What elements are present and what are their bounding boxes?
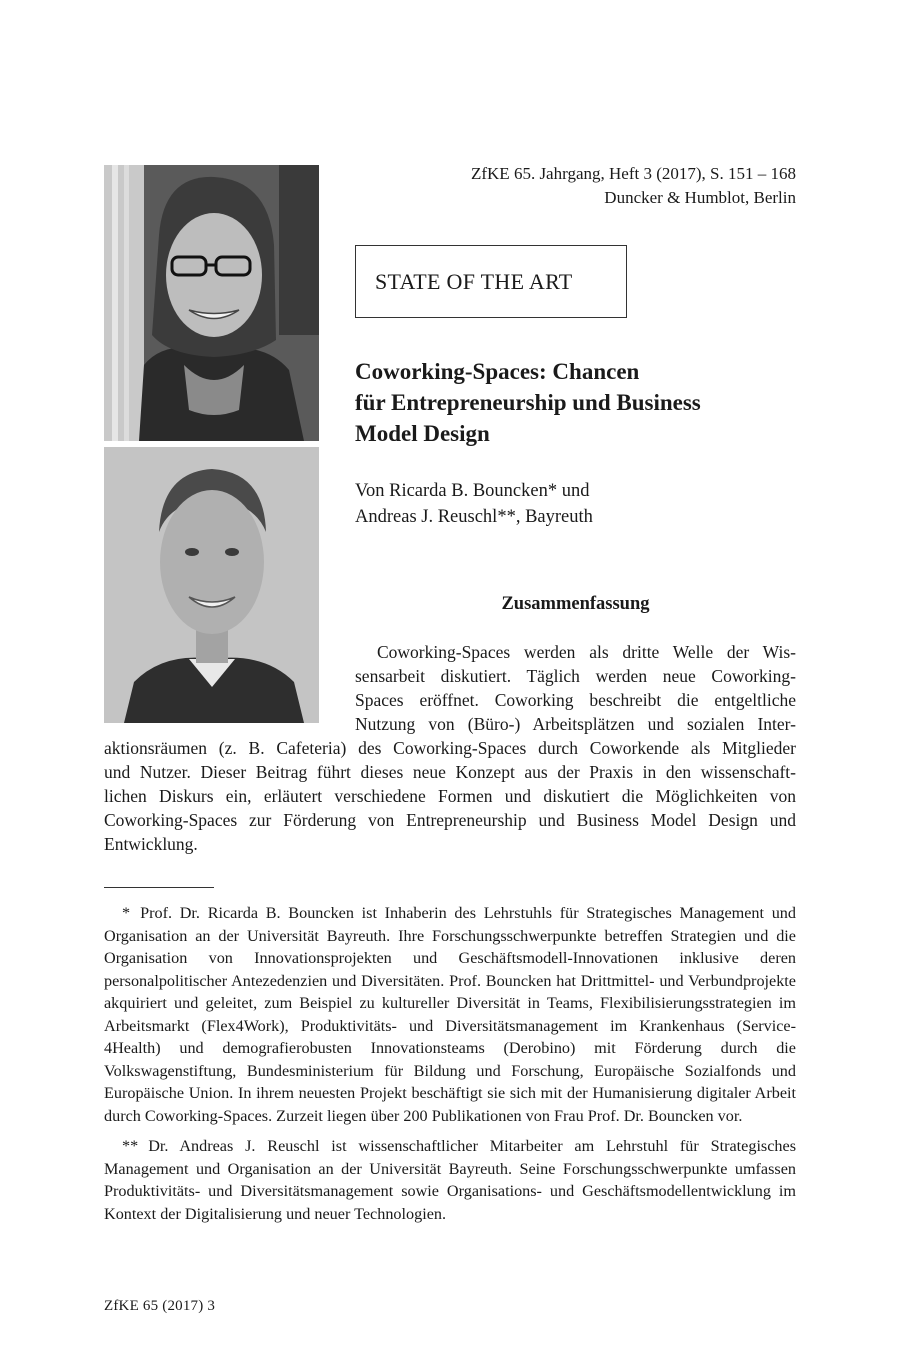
abstract-body	[104, 640, 796, 856]
abstract-line: Spaces eröffnet. Coworking beschreibt die entgeltliche	[355, 690, 796, 710]
section-label: STATE OF THE ART	[355, 245, 627, 318]
abstract-line: Nutzung von (Büro-) Arbeitsplätzen und sozialen Inter-	[355, 714, 796, 734]
abstract-line: lichen Diskurs ein, erläutert verschiedene Formen und diskutiert die Möglichkeiten von	[104, 786, 796, 806]
author-photo-bouncken	[104, 165, 319, 441]
footnote-text: Prof. Dr. Ricarda B. Bouncken ist Inhaberin des Lehrstuhls für Strategisches Management und Organisation an der Universität Bayreuth. Ihre Forschungsschwerpunkte betreffen Strategien und die Organisation von Innovationsprojekten und Geschäftsmodell-Innovationen inklusive deren personalpolitischer Antezedenzien und Diversitäten. Prof. Bouncken hat Drittmittel- und Verbundprojekte akquiriert und geleitet, zum Beispiel zu kultureller Diversität in Teams, Flexibilisierungsstrategien im Arbeitsmarkt (Flex4Work), Produktivitäts- und Diversitätsmanagement im Krankenhaus (Service-4Health) und demografierobusten Innovationsteams (Derobino) mit Förderung durch die Volkswagenstiftung, Bundesministerium für Bildung und Forschung, Europäische Sozialfonds und Europäische Union. In ihrem neuesten Projekt beschäftigt sie sich mit der Humanisierung digitaler Arbeit durch Coworking-Spaces. Zurzeit liegen über 200 Publikationen von Frau Prof. Dr. Bouncken vor.	[104, 904, 796, 1125]
publisher-line: Duncker & Humblot, Berlin	[604, 188, 796, 207]
journal-reference	[471, 162, 796, 210]
footnote-text: Dr. Andreas J. Reuschl ist wissenschaftlicher Mitarbeiter am Lehrstuhl für Strategisches Management und Organisation an der Universität Bayreuth. Seine Forschungsschwerpunkte umfassen Produktivitäts- und Diversitätsmanagement sowie Organisations- und Geschäftsmodellentwicklung im Kontext der Digitalisierung und neuer Technologien.	[104, 1137, 796, 1223]
footnote-divider	[104, 887, 214, 888]
abstract-line: aktionsräumen (z. B. Cafeteria) des Coworking-Spaces durch Coworkende als Mitglieder	[104, 738, 796, 758]
footnote-mark: *	[122, 904, 131, 922]
author-line: Andreas J. Reuschl**, Bayreuth	[355, 507, 593, 527]
page-footer: ZfKE 65 (2017) 3	[104, 1298, 216, 1314]
title-line: für Entrepreneurship und Business	[355, 390, 701, 415]
abstract-line: und Nutzer. Dieser Beitrag führt dieses neue Konzept aus der Praxis in den wissenschaft-	[104, 762, 796, 782]
abstract-line: Coworking-Spaces werden als dritte Welle der Wis-	[377, 642, 796, 662]
footnote-bouncken	[104, 902, 796, 1127]
footnotes	[104, 902, 796, 1233]
abstract-line: Entwicklung.	[104, 834, 198, 854]
journal-issue-line: ZfKE 65. Jahrgang, Heft 3 (2017), S. 151 – 168	[470, 164, 796, 183]
title-line: Model Design	[355, 421, 490, 446]
footnote-reuschl	[104, 1135, 796, 1225]
abstract-line: sensarbeit diskutiert. Täglich werden neue Coworking-	[355, 666, 796, 686]
author-byline	[355, 478, 593, 530]
footnote-mark: **	[122, 1137, 139, 1155]
abstract-heading: Zusammenfassung	[501, 594, 650, 614]
article-title	[355, 356, 775, 449]
abstract-line: Coworking-Spaces zur Förderung von Entrepreneurship und Business Model Design und	[104, 810, 796, 830]
author-line: Von Ricarda B. Bouncken* und	[355, 481, 590, 501]
title-line: Coworking-Spaces: Chancen	[355, 359, 640, 384]
